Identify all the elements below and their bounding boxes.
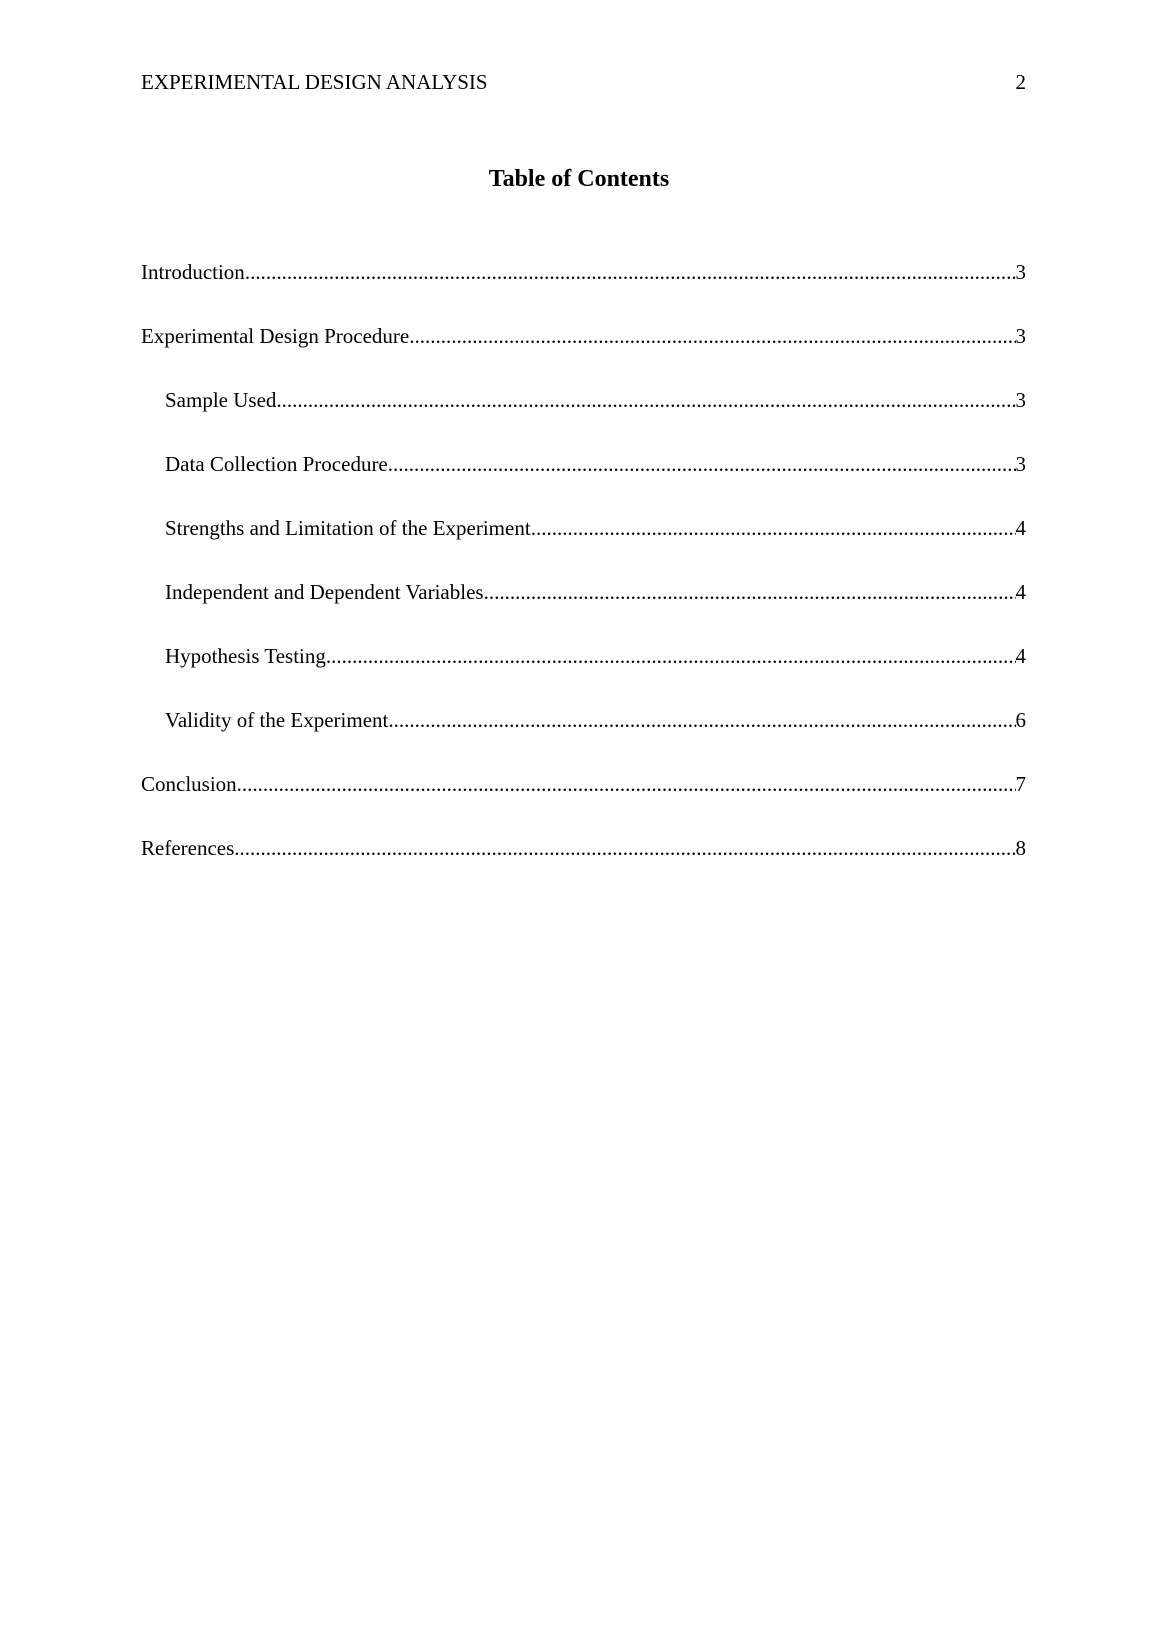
toc-entry-label: Validity of the Experiment — [165, 708, 389, 732]
toc-entry-label: Strengths and Limitation of the Experiment — [165, 516, 531, 540]
toc-dot-leader — [326, 642, 1016, 670]
toc-entry-page: 8 — [1015, 836, 1026, 860]
toc-dot-leader — [237, 770, 1016, 798]
toc-entry-page: 4 — [1015, 580, 1026, 604]
toc-entry-label: Introduction — [141, 260, 245, 284]
running-head-title: EXPERIMENTAL DESIGN ANALYSIS — [141, 70, 488, 94]
page-header — [141, 68, 1026, 96]
toc-dot-leader — [234, 834, 1015, 862]
toc-entry-label: Data Collection Procedure — [165, 452, 388, 476]
toc-entry-label: Independent and Dependent Variables — [165, 580, 484, 604]
toc-entry-hypothesis-testing[interactable] — [141, 642, 1026, 706]
toc-entry-page: 4 — [1015, 516, 1026, 540]
toc-dot-leader — [388, 706, 1015, 734]
toc-entry-introduction[interactable] — [141, 258, 1026, 322]
toc-entry-label: Sample Used — [165, 388, 277, 412]
toc-entry-strengths-and-limitation[interactable] — [141, 514, 1026, 578]
toc-entry-independent-dependent-variables[interactable] — [141, 578, 1026, 642]
toc-dot-leader — [276, 386, 1015, 414]
toc-dot-leader — [388, 450, 1016, 478]
toc-dot-leader — [531, 514, 1016, 542]
toc-entry-references[interactable] — [141, 834, 1026, 898]
toc-entry-experimental-design-procedure[interactable] — [141, 322, 1026, 386]
toc-entry-page: 3 — [1015, 388, 1026, 412]
toc-entry-page: 3 — [1015, 452, 1026, 476]
toc-entry-page: 7 — [1015, 772, 1026, 796]
toc-entry-conclusion[interactable] — [141, 770, 1026, 834]
toc-entry-label: Hypothesis Testing — [165, 644, 326, 668]
toc-dot-leader — [484, 578, 1016, 606]
toc-heading: Table of Contents — [488, 166, 670, 192]
toc-entry-label: Conclusion — [141, 772, 237, 796]
page-number: 2 — [1015, 70, 1026, 94]
toc-dot-leader — [409, 322, 1015, 350]
toc-entry-data-collection-procedure[interactable] — [141, 450, 1026, 514]
toc-dot-leader — [245, 258, 1016, 286]
toc-entry-page: 6 — [1015, 708, 1026, 732]
toc-entry-label: References — [141, 836, 235, 860]
table-of-contents — [141, 258, 1026, 898]
toc-entry-validity-of-experiment[interactable] — [141, 706, 1026, 770]
toc-entry-page: 4 — [1015, 644, 1026, 668]
toc-entry-sample-used[interactable] — [141, 386, 1026, 450]
toc-entry-label: Experimental Design Procedure — [141, 324, 410, 348]
toc-entry-page: 3 — [1015, 260, 1026, 284]
toc-entry-page: 3 — [1015, 324, 1026, 348]
